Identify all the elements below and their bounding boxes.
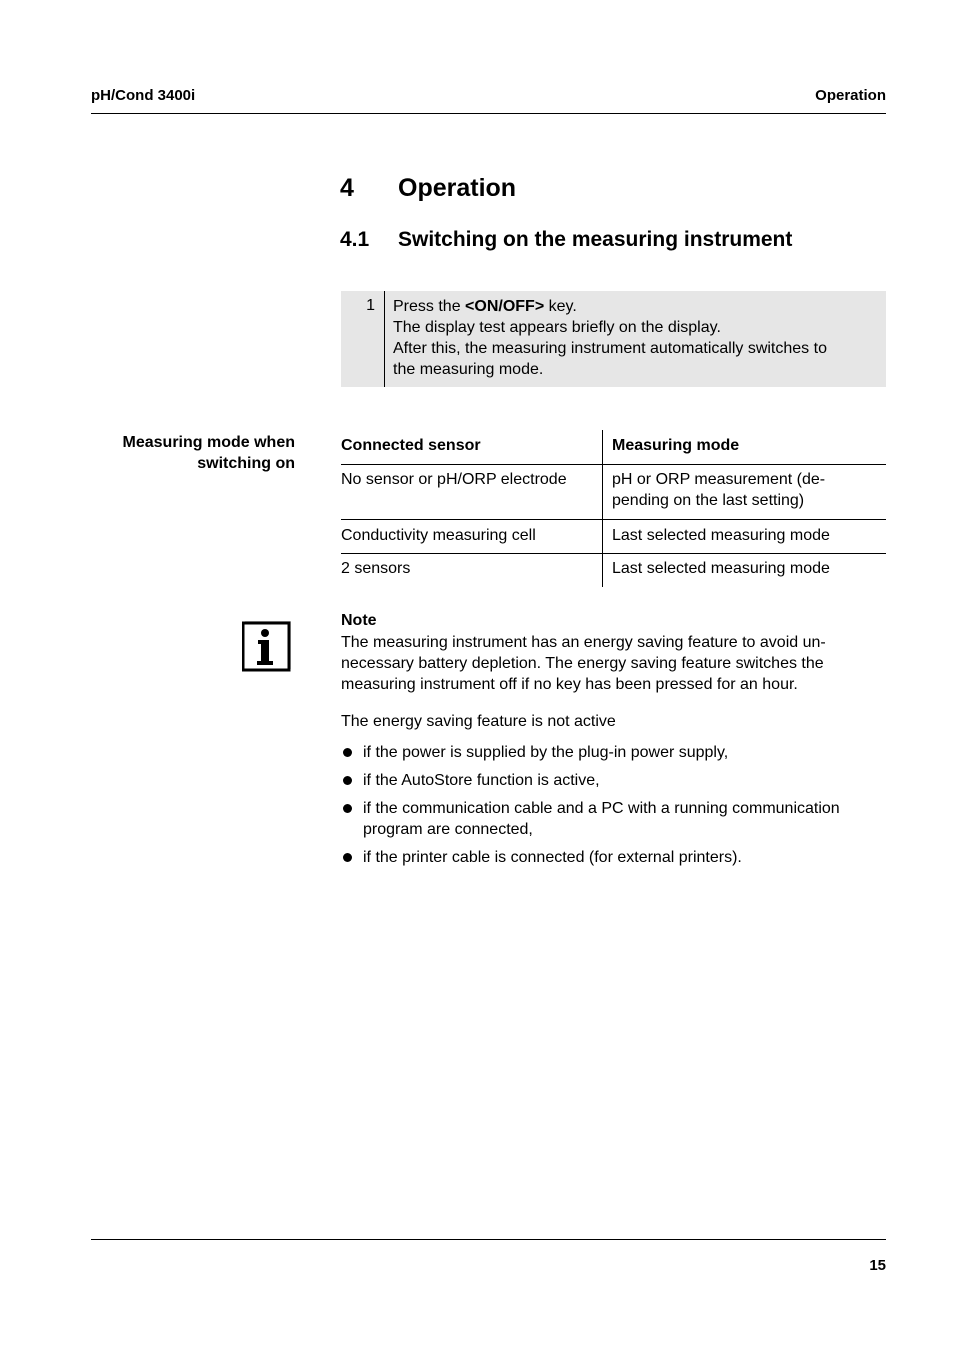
section-number: 4.1 bbox=[340, 228, 370, 251]
note-line-1: The measuring instrument has an energy saving feature to avoid un- bbox=[341, 634, 826, 651]
step-text bbox=[393, 296, 881, 380]
section-title: Switching on the measuring instrument bbox=[398, 228, 793, 251]
step-box bbox=[341, 291, 886, 387]
note-title: Note bbox=[341, 612, 377, 629]
note-line-3: measuring instrument off if no key has been pressed for an hour. bbox=[341, 676, 798, 693]
table-header-row bbox=[341, 430, 886, 465]
chapter-number: 4 bbox=[340, 174, 354, 202]
page-number: 15 bbox=[869, 1257, 886, 1274]
on-off-key: <ON/OFF> bbox=[465, 298, 545, 315]
step-divider bbox=[384, 291, 385, 387]
bullet-icon bbox=[343, 804, 352, 813]
running-header-product: pH/Cond 3400i bbox=[91, 87, 196, 104]
step-line-3: After this, the measuring instrument automatically switches to bbox=[393, 340, 827, 357]
bullet-icon bbox=[343, 748, 352, 757]
step-line-1 bbox=[393, 296, 881, 317]
energy-saving-conditions bbox=[341, 742, 886, 875]
table-cell-sensor: Conductivity measuring cell bbox=[341, 527, 536, 544]
note-body bbox=[341, 632, 886, 695]
list-item-text: if the power is supplied by the plug-in power supply, bbox=[363, 744, 729, 761]
step-line-2: The display test appears briefly on the display. bbox=[393, 319, 721, 336]
footer-rule bbox=[91, 1239, 886, 1240]
table-cell-sensor: No sensor or pH/ORP electrode bbox=[341, 471, 567, 488]
side-heading bbox=[91, 432, 295, 474]
table-cell-mode-line-1: pH or ORP measurement (de- bbox=[612, 471, 826, 488]
list-item-text-cont: program are connected, bbox=[363, 821, 533, 838]
step-line-4: the measuring mode. bbox=[393, 361, 544, 378]
step-text-prefix: Press the bbox=[393, 298, 466, 315]
header-rule bbox=[91, 113, 886, 114]
list-item-text: if the AutoStore function is active, bbox=[363, 772, 600, 789]
table-row bbox=[341, 520, 886, 554]
list-item-text: if the communication cable and a PC with a running communication bbox=[363, 800, 840, 817]
bullet-icon bbox=[343, 776, 352, 785]
bullet-icon bbox=[343, 853, 352, 862]
side-heading-line-2: switching on bbox=[197, 455, 295, 472]
list-item-text: if the printer cable is connected (for external printers). bbox=[363, 849, 742, 866]
energy-saving-intro: The energy saving feature is not active bbox=[341, 713, 616, 730]
table-cell-sensor: 2 sensors bbox=[341, 560, 411, 577]
table-cell-mode-line-2: pending on the last setting) bbox=[612, 492, 805, 509]
list-item bbox=[341, 798, 886, 840]
step-number: 1 bbox=[366, 297, 375, 314]
note-line-2: necessary battery depletion. The energy saving feature switches the bbox=[341, 655, 824, 672]
table-row bbox=[341, 465, 886, 520]
table-cell-mode: Last selected measuring mode bbox=[602, 520, 886, 553]
table-cell-mode bbox=[602, 465, 886, 519]
table-header-mode: Measuring mode bbox=[602, 430, 886, 464]
measuring-mode-table bbox=[341, 430, 886, 587]
info-icon bbox=[242, 618, 294, 672]
running-header-section: Operation bbox=[815, 87, 886, 104]
list-item bbox=[341, 742, 886, 763]
table-header-sensor: Connected sensor bbox=[341, 437, 481, 454]
chapter-title: Operation bbox=[398, 174, 517, 202]
list-item bbox=[341, 847, 886, 868]
list-item bbox=[341, 770, 886, 791]
table-row bbox=[341, 554, 886, 587]
step-text-suffix: key. bbox=[544, 298, 577, 315]
side-heading-line-1: Measuring mode when bbox=[122, 434, 295, 451]
table-cell-mode: Last selected measuring mode bbox=[602, 554, 886, 587]
